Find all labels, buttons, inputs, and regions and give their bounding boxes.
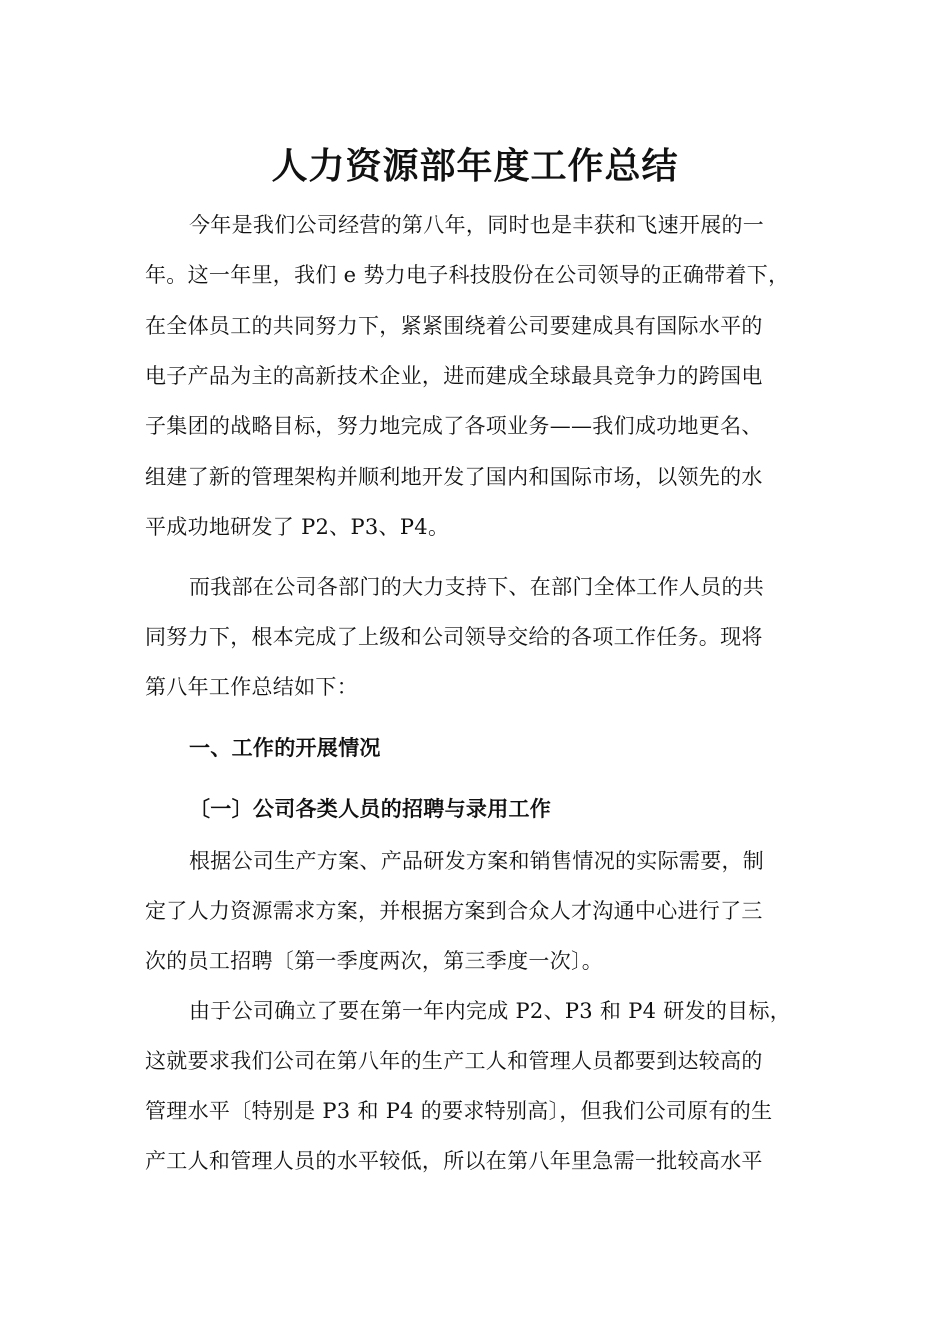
paragraph-line: 平成功地研发了 P2、P3、P4。 (145, 515, 450, 539)
paragraph-line: 次的员工招聘〔第一季度两次，第三季度一次〕。 (145, 949, 604, 973)
paragraph-line: 这就要求我们公司在第八年的生产工人和管理人员都要到达较高的 (145, 1049, 763, 1073)
section-heading: 一、工作的开展情况 (189, 735, 381, 760)
paragraph-line: 定了人力资源需求方案，并根据方案到合众人才沟通中心进行了三 (145, 899, 763, 923)
paragraph-line: 在全体员工的共同努力下，紧紧围绕着公司要建成具有国际水平的 (145, 314, 763, 338)
paragraph-line: 电子产品为主的高新技术企业，进而建成全球最具竞争力的跨国电 (145, 364, 763, 388)
paragraph-line: 由于公司确立了要在第一年内完成 P2、P3 和 P4 研发的目标， (189, 999, 792, 1023)
paragraph-line: 今年是我们公司经营的第八年，同时也是丰获和飞速开展的一 (189, 213, 765, 237)
paragraph-line: 第八年工作总结如下： (145, 675, 358, 699)
paragraph-line: 管理水平〔特别是 P3 和 P4 的要求特别高〕，但我们公司原有的生 (145, 1099, 773, 1123)
paragraph-line: 组建了新的管理架构并顺利地开发了国内和国际市场，以领先的水 (145, 465, 763, 489)
paragraph-line: 根据公司生产方案、产品研发方案和销售情况的实际需要，制 (189, 849, 765, 873)
paragraph-line: 年。这一年里，我们 e 势力电子科技股份在公司领导的正确带着下， (145, 263, 790, 287)
paragraph-line: 而我部在公司各部门的大力支持下、在部门全体工作人员的共 (189, 575, 765, 599)
paragraph-line: 同努力下，根本完成了上级和公司领导交给的各项工作任务。现将 (145, 625, 763, 649)
subsection-heading: 〔一〕公司各类人员的招聘与录用工作 (189, 796, 552, 821)
document-title: 人力资源部年度工作总结 (271, 145, 679, 187)
paragraph-line: 子集团的战略目标，努力地完成了各项业务——我们成功地更名、 (145, 414, 763, 438)
paragraph-line: 产工人和管理人员的水平较低，所以在第八年里急需一批较高水平 (145, 1149, 763, 1173)
